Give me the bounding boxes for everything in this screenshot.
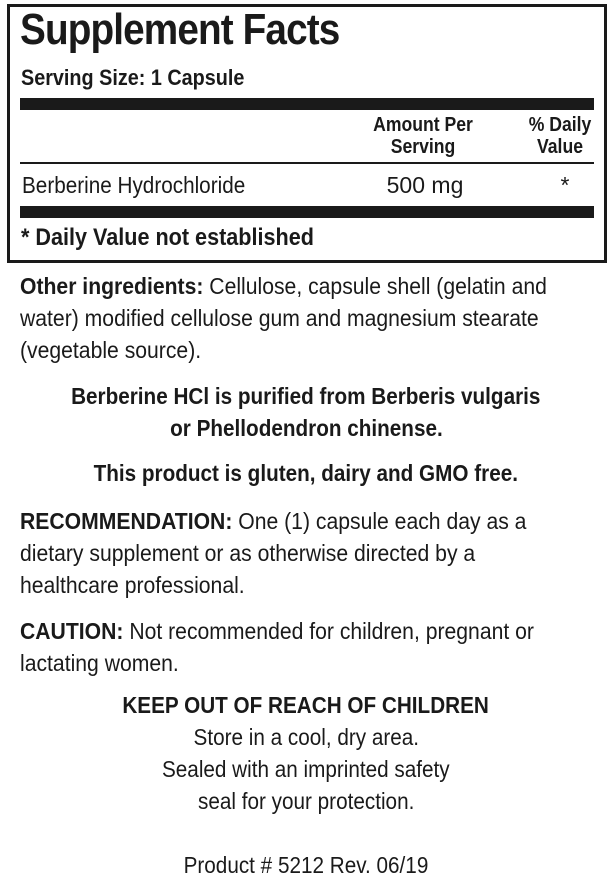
- supplement-facts-panel: [7, 4, 607, 263]
- source-note-line2: or Phellodendron chinense.: [169, 415, 443, 441]
- header-amount-line1: Amount Per: [373, 114, 473, 136]
- recommendation-line1: One (1) capsule each day as a: [232, 508, 527, 534]
- header-dv-line2: Value: [536, 136, 583, 158]
- other-ingredients: [20, 270, 572, 366]
- other-ingredients-line3: (vegetable source).: [20, 337, 202, 363]
- thick-divider-top: [20, 98, 594, 110]
- storage-line1: Store in a cool, dry area.: [193, 724, 419, 750]
- header-daily-value: [516, 114, 604, 158]
- recommendation-line2: dietary supplement or as otherwise directed by a: [20, 540, 476, 566]
- free-from-statement: [0, 457, 612, 489]
- storage-line2: Sealed with an imprinted safety: [162, 756, 450, 782]
- ingredient-daily-value: *: [560, 172, 570, 198]
- other-ingredients-label: Other ingredients:: [20, 273, 204, 299]
- caution-line2: lactating women.: [20, 650, 179, 676]
- other-ingredients-line1: Cellulose, capsule shell (gelatin and: [203, 273, 547, 299]
- ingredient-amount: 500 mg: [386, 172, 464, 198]
- caution: [20, 615, 572, 679]
- serving-size: Serving Size: 1 Capsule: [21, 65, 245, 90]
- thin-divider: [20, 162, 594, 164]
- header-amount-per-serving: [361, 114, 484, 158]
- source-note: [0, 380, 612, 444]
- caution-label: CAUTION:: [20, 618, 124, 644]
- ingredient-name: Berberine Hydrochloride: [22, 172, 246, 198]
- source-note-line1: Berberine HCl is purified from Berberis vulgaris: [71, 383, 541, 409]
- recommendation-label: RECOMMENDATION:: [20, 508, 233, 534]
- storage-instructions: [0, 689, 612, 817]
- other-ingredients-line2: water) modified cellulose gum and magnesium stearate: [20, 305, 539, 331]
- header-dv-line1: % Daily: [528, 114, 592, 136]
- product-code: [0, 849, 612, 881]
- caution-line1: Not recommended for children, pregnant or: [123, 618, 534, 644]
- keep-out-warning: KEEP OUT OF REACH OF CHILDREN: [122, 692, 490, 718]
- storage-line3: seal for your protection.: [197, 788, 415, 814]
- panel-title: Supplement Facts: [20, 5, 340, 54]
- daily-value-footnote: * Daily Value not established: [21, 224, 314, 251]
- header-amount-line2: Serving: [390, 136, 456, 158]
- recommendation: [20, 505, 572, 601]
- product-code-text: Product # 5212 Rev. 06/19: [183, 852, 429, 878]
- recommendation-line3: healthcare professional.: [20, 572, 245, 598]
- thick-divider-bottom: [20, 206, 594, 218]
- free-from-text: This product is gluten, dairy and GMO free.: [93, 460, 519, 486]
